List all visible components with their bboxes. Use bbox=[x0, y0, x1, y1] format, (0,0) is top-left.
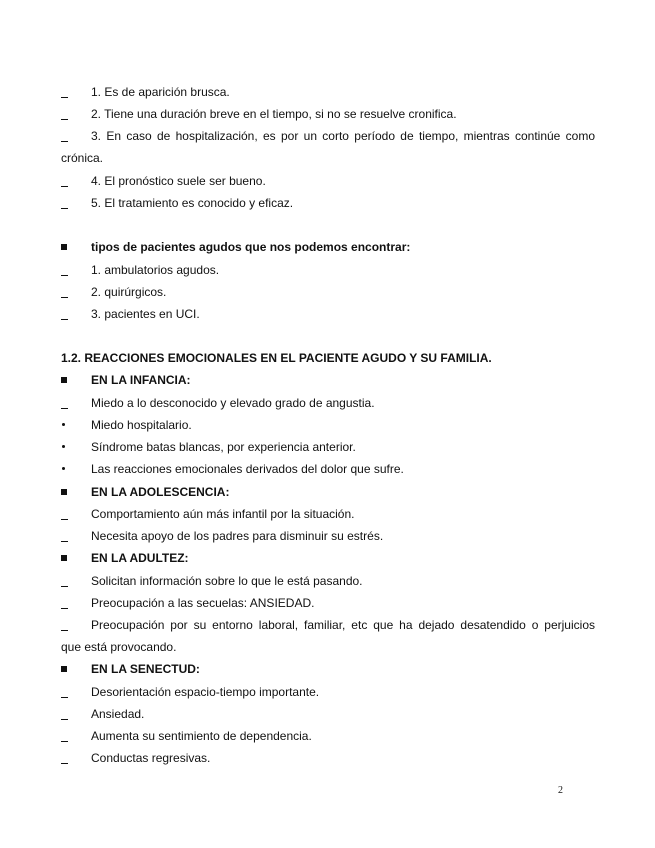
square-bullet-icon bbox=[61, 244, 67, 250]
section-heading: 1.2. REACCIONES EMOCIONALES EN EL PACIENTE AGUDO Y SU FAMILIA. bbox=[61, 351, 492, 365]
page-number: 2 bbox=[558, 785, 563, 796]
dash-bullet-icon bbox=[61, 608, 68, 609]
square-bullet-icon bbox=[61, 489, 67, 495]
dash-bullet-icon bbox=[61, 741, 68, 742]
dash-bullet-icon bbox=[61, 541, 68, 542]
dash-bullet-icon bbox=[61, 297, 68, 298]
dash-bullet-icon bbox=[61, 208, 68, 209]
dot-bullet-icon bbox=[62, 467, 65, 470]
dash-bullet-icon bbox=[61, 519, 68, 520]
dash-bullet-icon bbox=[61, 697, 68, 698]
dash-bullet-icon bbox=[61, 408, 68, 409]
dash-bullet-icon bbox=[61, 630, 68, 631]
dash-bullet-icon bbox=[61, 186, 68, 187]
dot-bullet-icon bbox=[62, 423, 65, 426]
dash-bullet-icon bbox=[61, 586, 68, 587]
dash-bullet-icon bbox=[61, 275, 68, 276]
square-bullet-icon bbox=[61, 666, 67, 672]
dash-bullet-icon bbox=[61, 719, 68, 720]
square-bullet-icon bbox=[61, 555, 67, 561]
dash-bullet-icon bbox=[61, 319, 68, 320]
dash-bullet-icon bbox=[61, 763, 68, 764]
document-page: 1. Es de aparición brusca. 2. Tiene una duración breve en el tiempo, si no se resuelve cronifica. 3. En caso de hospitalización, es por un corto período de tiempo, mientras continúe como crónica. 4. El pronóstico suele ser bueno. 5. El tratamiento es conocido y eficaz. tipos de pacientes agudos que nos podemos encontrar: 1. ambulatorios agudos. 2. quirúrgicos. 3. pacientes en UCI. 1.2. REACCIONES EMOCIONALES EN EL PACIENTE AGUDO Y SU FAMILIA. EN LA INFANCIA: Miedo a lo desconocido y elevado grado de angustia. Miedo hospitalario. Síndrome batas blancas, por experiencia anterior. Las reacciones emocionales derivados del dolor que sufre. EN LA ADOLESCENCIA: Comportamiento aún más infantil por la situación. Necesita apoyo de los padres para disminuir su estrés. EN LA ADULTEZ: Solicitan información sobre lo que le está pasando. Preocupación a las secuelas: ANSIEDAD. Preocupación por su entorno laboral, familiar, etc que ha dejado desatendido o perjuicios que está provocando. EN LA SENECTUD: Desorientación espacio-tiempo importante. Ansiedad. Aumenta su sentimiento de dependencia. Conductas regresivas. 2 bbox=[61, 85, 595, 796]
square-bullet-icon bbox=[61, 377, 67, 383]
list-item-continuation: que está provocando. bbox=[61, 640, 177, 654]
dash-bullet-icon bbox=[61, 119, 68, 120]
dash-bullet-icon bbox=[61, 141, 68, 142]
list-item-continuation: crónica. bbox=[61, 151, 104, 165]
dot-bullet-icon bbox=[62, 445, 65, 448]
dash-bullet-icon bbox=[61, 97, 68, 98]
